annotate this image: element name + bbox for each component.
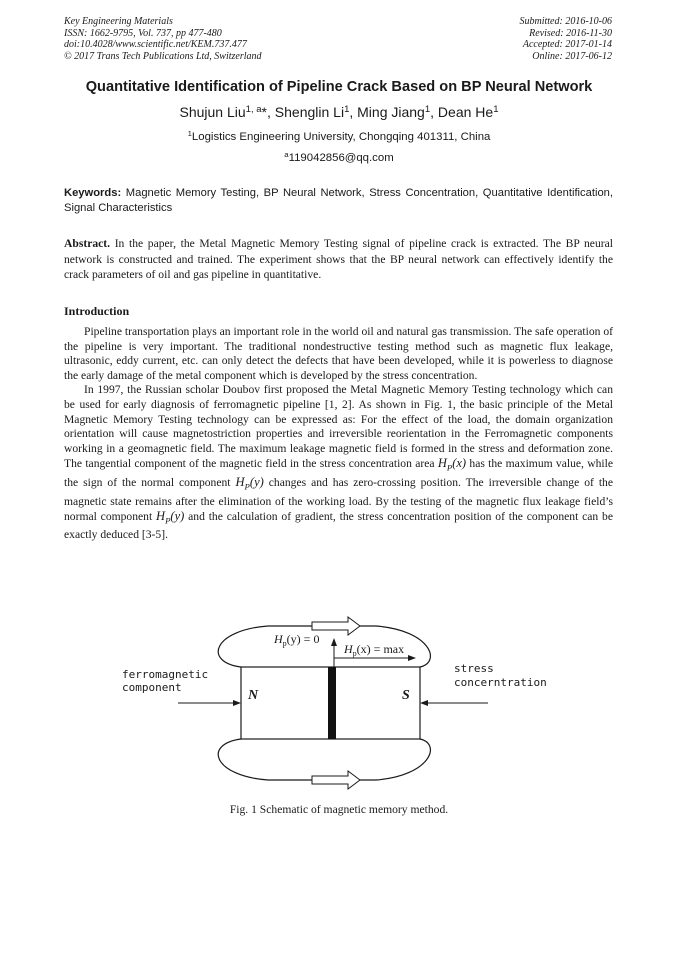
figure-magnetic-memory <box>118 612 563 802</box>
author: Shenglin Li$^1$, <box>274 103 358 120</box>
journal-name: Key Engineering Materials <box>64 16 173 27</box>
body-text <box>64 325 613 543</box>
arrow-head-icon <box>420 700 428 706</box>
revised-date: Revised: 2016-11-30 <box>529 27 612 39</box>
submitted-date: Submitted: 2016-10-06 <box>519 16 612 27</box>
label-concentration: concerntration <box>454 676 547 689</box>
label-stress: stress <box>454 662 494 675</box>
magnetic-memory-diagram <box>118 612 563 802</box>
equation-hpy-zero: $H_p(y) = 0$ <box>274 632 320 648</box>
publication-dates <box>520 16 613 62</box>
arrow-head-icon <box>331 638 337 646</box>
label-ferromagnetic: ferromagnetic <box>122 668 209 681</box>
figure-caption: Fig. 1 Schematic of magnetic memory method. <box>229 803 449 816</box>
author-email: $^a$119042856@qq.com <box>284 149 394 164</box>
field-direction-arrow-icon <box>312 771 360 789</box>
pole-n: N <box>248 688 259 703</box>
section-title: Introduction <box>64 304 130 318</box>
paragraph: Pipeline transportation plays an important role in the world oil and natural gas transmission. The safe operation of the pipeline is very important. The traditional nondestructive testing method such as magnetic flux leakage, ultrasonic, eddy current, etc. can only detect the defects that have been developed, while it is powerless to diagnose the early damage of the metal component which is developed by the stress concentration. <box>64 325 613 382</box>
paper-title: Quantitative Identification of Pipeline Crack Based on BP Neural Network <box>85 79 593 95</box>
keywords-text: Magnetic Memory Testing, BP Neural Network, Stress Concentration, Quantitative Identification, Signal Characteristics <box>64 187 614 214</box>
math-hpx: $H_P(x)$ <box>437 456 467 473</box>
publication-info <box>64 16 262 62</box>
author-list <box>0 104 678 120</box>
pole-s: S <box>402 688 410 703</box>
stress-concentration-zone <box>328 667 336 739</box>
equation-hpx-max: $H_p(x) = \max$ <box>344 642 405 658</box>
affiliation: $^1$Logistics Engineering University, Chongqing 401311, China <box>187 128 491 143</box>
issn-line: ISSN: 1662-9795, Vol. 737, pp 477-480 <box>64 27 222 39</box>
author: Shujun Liu$^{1, a}$*, <box>179 103 275 120</box>
lower-field-line <box>218 739 430 780</box>
abstract <box>64 236 613 283</box>
copyright-line: © 2017 Trans Tech Publications Ltd, Switzerland <box>64 50 262 62</box>
accepted-date: Accepted: 2017-01-14 <box>522 39 612 50</box>
author: Dean He$^1$ <box>437 103 499 120</box>
math-hpy: $H_P(y)$ <box>156 509 185 526</box>
keywords <box>64 186 613 215</box>
math-hpy: $H_P(y)$ <box>235 475 264 492</box>
doi-line: doi:10.4028/www.scientific.net/KEM.737.477 <box>64 39 247 50</box>
paragraph: In 1997, the Russian scholar Doubov first proposed the Metal Magnetic Memory Testing technology which can be used for early diagnosis of ferromagnetic pipeline [1, 2]. As shown in Fig. 1, the basic principle of the Metal Magnetic Memory Testing technology can be expressed as: For the effect of the load, the domain organization orientation will cause magnetostriction properties and irreversible reorientation in the Ferromagnetic components working in a geomagnetic field. The maximum leakage magnetic field is formed in the stress and deformation zone. The tangential component of the magnetic field in the stress concentration area $H_P(x)$ has the maximum value, while the sign of the normal component $H_P(y)$ changes and has zero-crossing position. The irreversible change of the magnetic state remains after the elimination of the working load. By the testing of the magnetic flux leakage field’s normal component $H_P(y)$ and the calculation of gradient, the stress concentration position of the component can be exactly deduced [3-5]. <box>64 383 614 542</box>
label-component: component <box>122 681 182 694</box>
arrow-head-icon <box>408 655 416 661</box>
keywords-label: Keywords: <box>64 187 122 199</box>
arrow-head-icon <box>233 700 241 706</box>
abstract-label: Abstract. <box>64 237 111 250</box>
online-date: Online: 2017-06-12 <box>532 50 612 62</box>
author: Ming Jiang$^1$, <box>357 103 438 120</box>
abstract-text: In the paper, the Metal Magnetic Memory Testing signal of pipeline crack is extracted. The BP neural network is constructed and trained. The experiment shows that the BP neural network can effectively identify the crack parameters of oil and gas pipeline in quantitative. <box>64 237 613 282</box>
